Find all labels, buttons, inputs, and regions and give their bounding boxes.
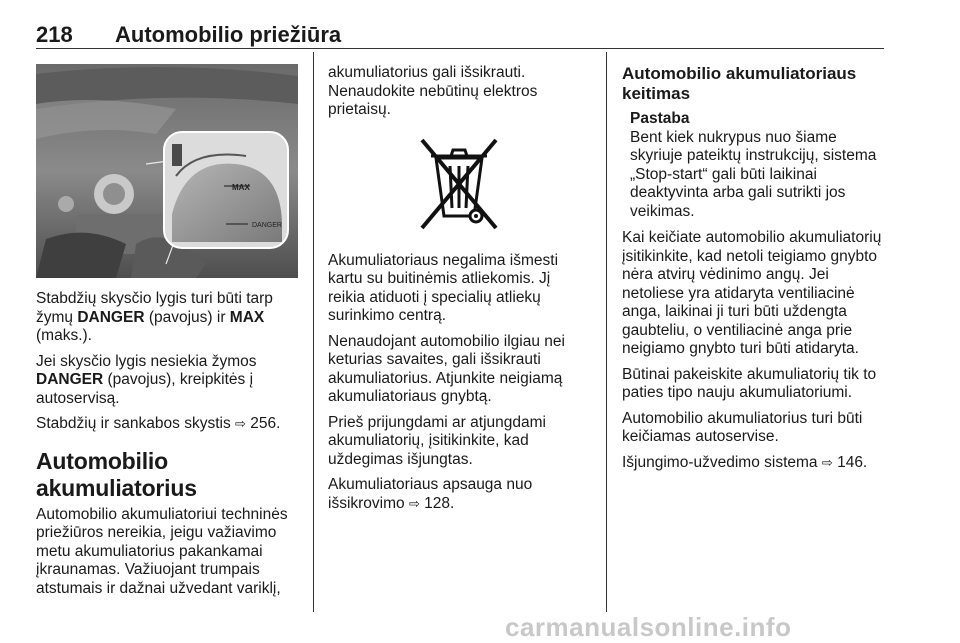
arrow-icon: ⇨ — [821, 454, 833, 470]
photo-max-label: MAX — [232, 183, 250, 192]
column-2 — [328, 64, 590, 520]
paragraph: Automobilio akumuliatorius turi būti keičiamas autoservise. — [622, 409, 863, 445]
cross-reference[interactable]: Stabdžių ir sankabos skystis ⇨ 256. — [36, 415, 281, 432]
column-1 — [36, 290, 298, 605]
note-box — [622, 110, 892, 221]
column-divider-1 — [313, 52, 314, 612]
page-header — [36, 10, 884, 50]
note-text: Bent kiek nukrypus nuo šiame skyriuje pateiktų instrukcijų, sistema „Stop-start“ gali būti laikinai deaktyvinta arba gali sutrikti jos veikimas. — [630, 128, 877, 220]
paragraph: Akumuliatoriaus negalima išmesti kartu su buitinėmis atliekomis. Jį reikia atiduoti į specialių atliekų surinkimo centrą. — [328, 251, 559, 324]
photo-danger-label: DANGER — [252, 222, 282, 229]
cross-reference[interactable]: Išjungimo-užvedimo sistema ⇨ 146. — [622, 453, 868, 471]
paragraph: Prieš prijungdami ar atjungdami akumuliatorių, įsitikinkite, kad uždegimas išjungtas. — [328, 413, 546, 468]
crossed-out-bin-icon — [404, 128, 514, 238]
column-3 — [622, 64, 892, 479]
section-heading: Automobilio akumuliatorius — [36, 447, 197, 501]
paragraph: Jei skysčio lygis nesiekia žymos DANGER (pavojus), kreipkitės į autoservisą. — [36, 352, 257, 407]
arrow-icon: ⇨ — [408, 495, 420, 511]
paragraph: Kai keičiate automobilio akumuliatorių įsitikinkite, kad netoli teigiamo gnybto nėra atvirų vėdinimo angų. Jei netoliese yra atidaryta ventiliacinė anga, laikinai ji turi būti uždengta gaubteliu, o ventiliacinė anga prie neigiamo gnybto turi būti atidaryta. — [622, 229, 882, 357]
paragraph: Automobilio akumuliatoriui techninės priežiūros nereikia, jeigu važiavimo metu akumuliatorius pakankamai įkraunamas. Važiuojant trumpais atstumais ir dažnai užvedant variklį, — [36, 505, 288, 597]
watermark: carmanualsonline.info — [505, 612, 792, 642]
paragraph: akumuliatorius gali išsikrauti. Nenaudokite nebūtinų elektros prietaisų. — [328, 64, 538, 118]
paragraph: Stabdžių skysčio lygis turi būti tarp žymų DANGER (pavojus) ir MAX (maks.). — [36, 290, 273, 344]
page-number: 218 — [36, 22, 73, 47]
paragraph: Būtinai pakeiskite akumuliatorių tik to paties tipo nauju akumuliatoriumi. — [622, 365, 877, 401]
section-heading: Automobilio akumuliatoriaus keitimas — [622, 64, 857, 103]
page-title: Automobilio priežiūra — [115, 22, 342, 47]
header-divider — [36, 48, 884, 49]
arrow-icon: ⇨ — [235, 416, 246, 431]
column-divider-2 — [606, 52, 607, 612]
cross-reference[interactable]: Akumuliatoriaus apsauga nuo išsikrovimo ⇨ 128. — [328, 476, 533, 512]
paragraph: Nenaudojant automobilio ilgiau nei keturias savaites, gali išsikrauti akumuliatorius. Atjunkite neigiamą akumuliatoriaus gnybtą. — [328, 332, 565, 405]
note-title: Pastaba — [630, 110, 690, 127]
brake-fluid-reservoir-photo — [36, 64, 298, 278]
